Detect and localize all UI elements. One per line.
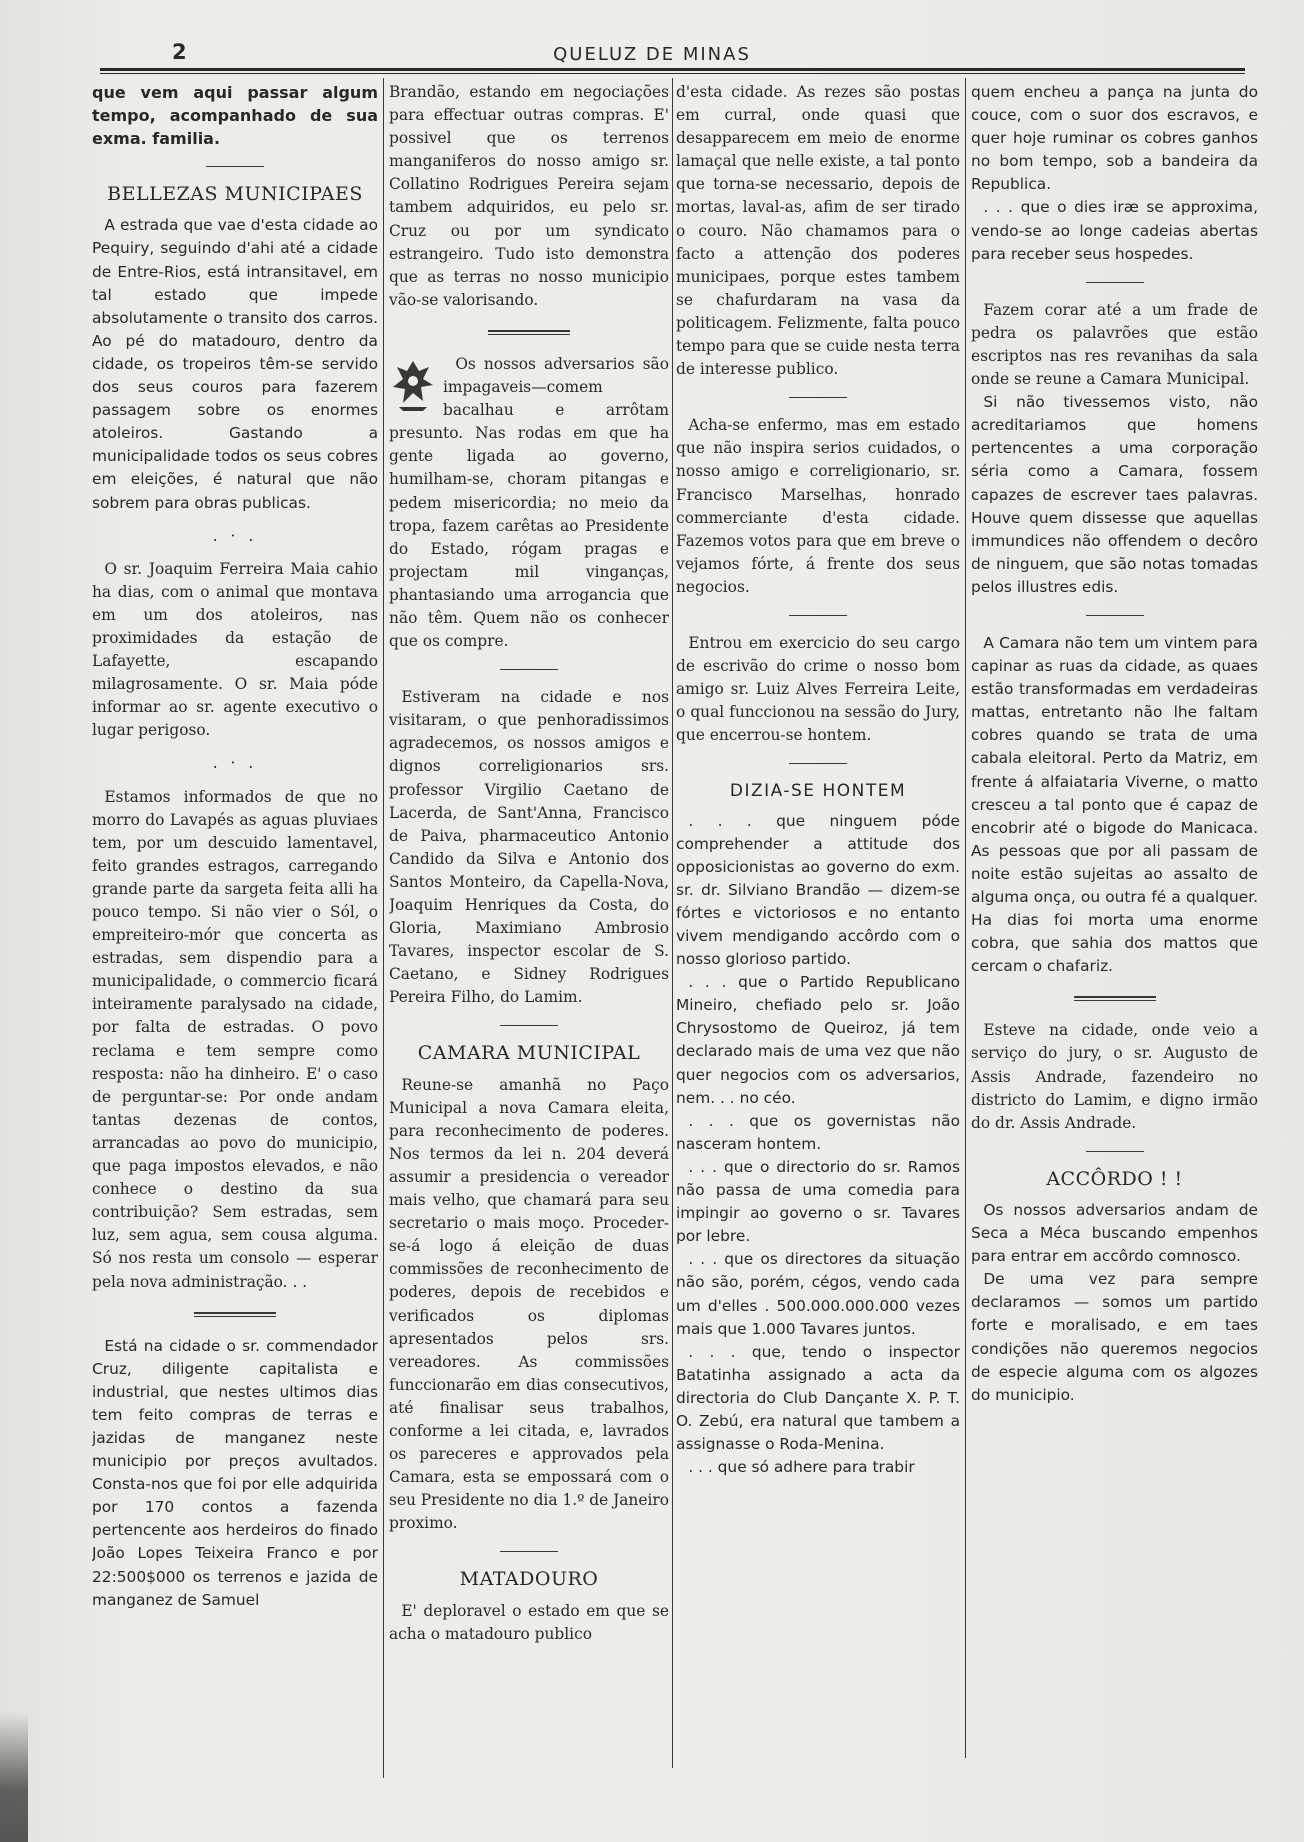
dizia-item: . . . que, tendo o inspector Batatinha assignado a acta da directoria do Club Dançante X. P. T. O. Zebú, era natural que tambem a assignasse o Roda-Menina. — [676, 1342, 960, 1454]
article-adversarios: Os nossos adversarios são impagaveis—comem bacalhau e arrôtam presunto. Nas rodas em que ha gente ligada ao governo, humilham-se, choram pitangas e pedem misericordia; no meio da tropa, fazem carêtas ao Presidente do Estado, rógam pragas e projectam mil vinganças, phantasiando uma arrogancia que não têm. Quem não os conhecer que os compre. — [389, 354, 669, 651]
separator — [1086, 615, 1144, 616]
section-heading-accordo: ACCÔRDO ! ! — [1046, 1167, 1183, 1190]
column-4 — [971, 81, 1258, 1407]
separator — [1086, 282, 1144, 283]
header-rule-thin — [100, 73, 1245, 74]
column-1 — [92, 81, 378, 1612]
column-2 — [389, 81, 669, 1646]
page-number: 2 — [172, 40, 187, 64]
article-camara-seria: Si não tivessemos visto, não acreditariamos que homens pertencentes a uma corporação séria como a Camara, fossem capazes de escrever taes palavras. Houve quem dissesse que aquellas immundices não offendem o decôro de ninguem, que são notas tomadas pelos illustres edis. — [971, 393, 1258, 596]
dizia-item: . . . que ninguem póde comprehender a attitude dos opposicionistas ao governo do exm. sr. dr. Silviano Brandão — dizem-se fórtes e victoriosos e no entanto vivem mendigando accôrdo com o nosso glorioso partido. — [676, 811, 960, 969]
article-palavroes: Fazem corar até a um frade de pedra os palavrões que estão escriptos nas res revanihas da sala onde se reune a Camara Municipal. — [971, 300, 1258, 389]
article-commendador-cruz: Está na cidade o sr. commendador Cruz, diligente capitalista e industrial, que nestes ultimos dias tem feito compras de terras e jazidas de manganez neste municipio por preços avultados. Consta-nos que foi por elle adquirida por 170 contos a fazenda pertencente aos herdeiros do finado João Lopes Teixeira Franco e por 22:500$000 os terrenos e jazida de manganez de Samuel — [92, 1336, 378, 1609]
separator — [206, 166, 264, 167]
separator — [789, 615, 847, 616]
article-matadouro: E' deploravel o estado em que se acha o matadouro publico — [389, 1601, 669, 1643]
article-continuation: Brandão, estando em negociações para effectuar outras compras. E' possivel que os terrenos manganiferos do nosso amigo sr. Collatino Rodrigues Pereira sejam tambem adquiridos, eu pelo sr. Cruz ou por um syndicato estrangeiro. Tudo isto demonstra que as terras no nosso municipio vão-se valorisando. — [389, 83, 669, 309]
dizia-item: . . . que o directorio do sr. Ramos não passa de uma comedia para impingir ao governo o sr. Tavares por lebre. — [676, 1157, 960, 1246]
separator — [1086, 1151, 1144, 1152]
column-3 — [676, 81, 960, 1479]
section-heading-dizia-se: DIZIA-SE HONTEM — [729, 781, 907, 802]
column-divider — [672, 78, 673, 1768]
separator — [789, 397, 847, 398]
separator-double — [194, 1312, 276, 1317]
jester-woodcut-icon — [389, 357, 437, 413]
column-divider — [383, 78, 384, 1778]
separator — [500, 1025, 558, 1026]
separator — [500, 669, 558, 670]
dizia-item: . . . que só adhere para trabir — [688, 1458, 915, 1477]
newspaper-title: QUELUZ DE MINAS — [553, 44, 751, 65]
article-continuation: quem encheu a pança na junta do couce, com o suor dos escravos, e quer hoje ruminar os cobres ganhos no bom tempo, sob a bandeira da Republica. — [971, 83, 1258, 194]
article-visitantes: Estiveram na cidade e nos visitaram, o que penhoradissimos agradecemos, os nossos amigos e dignos correligionarios srs. professor Virgilio Caetano de Lacerda, de Sant'Anna, Francisco de Paiva, pharmaceutico Antonio Candido da Silva e Antonio dos Santos Monteiro, da Capella-Nova, Joaquim Henriques da Costa, do Gloria, Maximiano Ambrosio Tavares, inspector escolar de S. Caetano, e Sidney Rodrigues Pereira Filho, do Lamim. — [389, 688, 669, 1007]
section-heading-bellezas: BELLEZAS MUNICIPAES — [107, 183, 363, 206]
article-accordo: Os nossos adversarios andam de Seca a Méca buscando empenhos para entrar em accôrdo comnosco. — [971, 1200, 1258, 1266]
dizia-item: . . . que o Partido Republicano Mineiro, chefiado pelo sr. João Chrysostomo de Queiroz, já tem declarado mais de uma vez que não quer negocios com os adversarios, nem. . . no céo. — [676, 973, 960, 1107]
article-camara-municipal: Reune-se amanhã no Paço Municipal a nova Camara eleita, para reconhecimento de poderes. Nos termos da lei n. 204 deverá assumir a presidencia o vereador mais velho, que chamará para seu secretario o mais moço. Proceder-se-á logo á eleição de duas commissões de reconhecimento de poderes, depois de recebidos e verificados os diplomas apresentados pelos srs. vereadores. As commissões funccionarão em dias consecutivos, até finalisar seus trabalhos, conforme a lei citada, e, lavrados os pareceres e approvados pela Camara, esta se empossará com o seu Presidente no dia 1.º de Janeiro proximo. — [389, 1075, 669, 1533]
ornament-dots: . · . — [212, 526, 258, 545]
article-escrivao: Entrou em exercicio do seu cargo de escrivão do crime o nosso bom amigo sr. Luiz Alves Ferreira Leite, o qual funccionou na sessão do Jury, que encerrou-se hontem. — [676, 633, 960, 745]
dizia-item: . . . que os directores da situação não são, porém, cégos, vendo cada um d'elles . 500.000.000.000 vezes mais que 1.000 Tavares juntos. — [676, 1250, 960, 1338]
separator-double — [488, 330, 570, 335]
separator — [500, 1551, 558, 1552]
column-divider — [965, 78, 966, 1758]
article-estrada: A estrada que vae d'esta cidade ao Pequiry, seguindo d'ahi até a cidade de Entre-Rios, está intransitavel, em tal estado que impede absolutamente o transito dos carros. Ao pé do matadouro, dentro da cidade, os tropeiros têm-se servido dos seus couros para fazerem passagem sobre os enormes atoleiros. Gastando a municipalidade todos os seus cobres em eleições, é natural que não sobrem para obras publicas. — [92, 216, 378, 512]
separator — [789, 763, 847, 764]
article-continuation: d'esta cidade. As rezes são postas em curral, onde quasi que desapparecem em meio de enorme lamaçal que nelle existe, a tal ponto que torna-se necessario, depois de mortas, laval-as, afim de ser tirado o couro. Não chamamos para o facto a attenção dos poderes municipaes, porque estes tambem se chafurdaram na vasa da politicagem. Felizmente, falta pouco tempo para que se cuide nesta terra de interesse publico. — [676, 83, 960, 379]
dizia-item: . . . que o dies iræ se approxima, vendo-se ao longe cadeias abertas para receber seus hospedes. — [971, 198, 1258, 263]
article-lavapes: Estamos informados de que no morro do Lavapés as aguas pluviaes tem, por um descuido lamentavel, feito grandes estragos, carregando grande parte da sargeta feita alli ha pouco tempo. Si não vier o Sól, o empreiteiro-mór que concerta as estradas, sem dispendio para a municipalidade, o commercio ficará inteiramente paralysado na cidade, por falta de estradas. O povo reclama e tem sempre como resposta: não ha dinheiro. E' o caso de perguntar-se: Por onde andam tantas dezenas de contos, arrancadas ao povo do municipio, que paga impostos elevados, e não conhece o destino da sua contribuição? Sem estradas, sem luz, sem agua, sem cousa alguma. Só nos resta um consolo — esperar pela nova administração. . . — [92, 787, 378, 1291]
dizia-item: . . . que os governistas não nasceram hontem. — [676, 1111, 960, 1153]
article-enfermo: Acha-se enfermo, mas em estado que não inspira serios cuidados, o nosso amigo e correligionario, sr. Francisco Marselhas, honrado commerciante d'esta cidade. Fazemos votos para que em breve o vejamos fórte, á frente dos seus negocios. — [676, 416, 960, 596]
section-heading-camara: CAMARA MUNICIPAL — [417, 1042, 641, 1065]
scan-edge-shadow — [0, 1712, 28, 1842]
header-rule — [100, 68, 1245, 71]
article-camara-vintem: A Camara não tem um vintem para capinar as ruas da cidade, as quaes estão transformadas em verdadeiras mattas, entretanto não lhe faltam cobres quando se trata de uma cabala eleitoral. Perto da Matriz, em frente á alfaiataria Viverne, o matto cresceu a tal ponto que é capaz de encobrir até o bigode do Manicaca. As pessoas que por ali passam de noite estão sujeitas ao assalto de alguma onça, ou outra fé a qualquer. Ha dias foi morta uma enorme cobra, que sahia dos mattos que cercam o chafariz. — [971, 633, 1258, 976]
article-accordo-declaration: De uma vez para sempre declaramos — somos um partido forte e moralisado, e em taes condições não queremos negocios de especie alguma com os algozes do municipio. — [971, 1270, 1258, 1404]
article-continuation: que vem aqui passar algum tempo, acompanhado de sua exma. familia. — [92, 83, 378, 149]
separator-double — [1074, 996, 1156, 1001]
section-heading-matadouro: MATADOURO — [459, 1568, 599, 1591]
article-assis-andrade: Esteve na cidade, onde veio a serviço do jury, o sr. Augusto de Assis Andrade, fazendeiro no districto do Lamim, e digno irmão do dr. Assis Andrade. — [971, 1021, 1258, 1132]
article-joaquim-maia: O sr. Joaquim Ferreira Maia cahio ha dias, com o animal que montava em um dos atoleiros, nas proximidades da estação de Lafayette, escapando milagrosamente. O sr. Maia póde informar ao sr. agente executivo o lugar perigoso. — [92, 559, 378, 740]
ornament-dots: . · . — [212, 754, 258, 773]
